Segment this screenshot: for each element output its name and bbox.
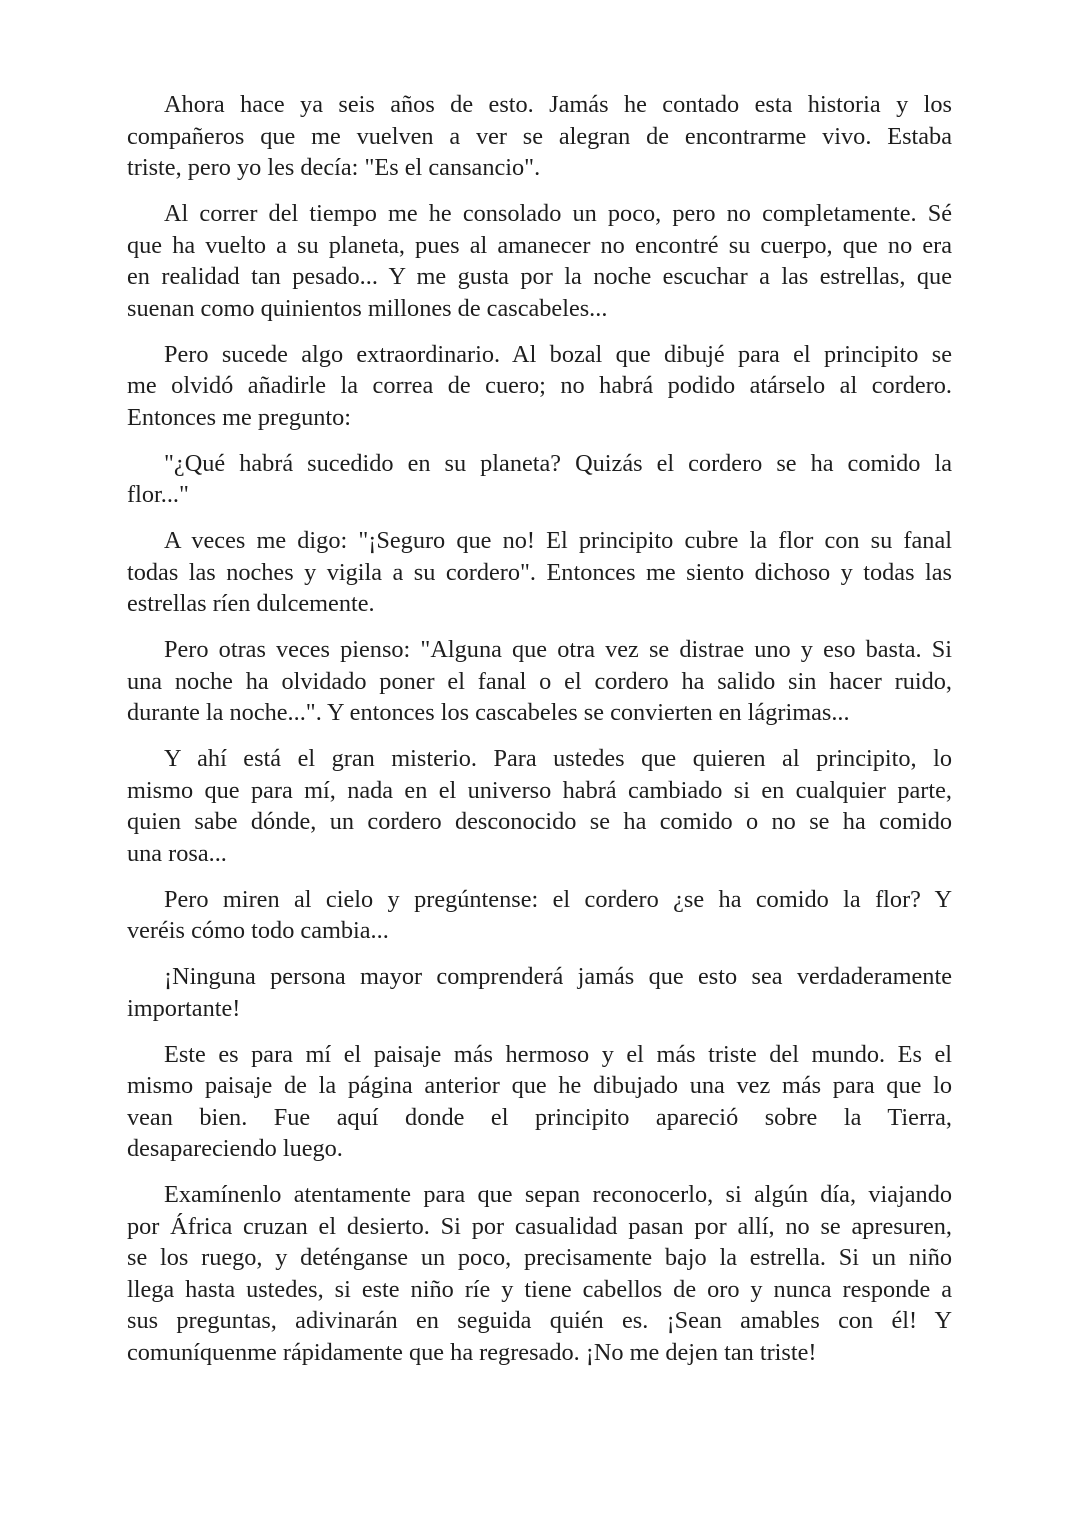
text-line: quien sabe dónde, un cordero desconocido se ha comido o no se ha comido bbox=[127, 808, 952, 835]
text-line: Pero sucede algo extraordinario. Al bozal que dibujé para el principito se bbox=[164, 340, 952, 368]
text-line: por África cruzan el desierto. Si por casualidad pasan por allí, no se apresuren, bbox=[127, 1212, 952, 1240]
text-line: importante! bbox=[127, 994, 241, 1022]
text-line: Y ahí está el gran misterio. Para ustedes que quieren al principito, lo bbox=[164, 745, 952, 772]
text-line: Examínenlo atentamente para que sepan reconocerlo, si algún día, viajando bbox=[164, 1181, 952, 1208]
document-page bbox=[127, 89, 952, 1383]
text-line: vean bien. Fue aquí donde el principito apareció sobre la Tierra, bbox=[127, 1103, 952, 1131]
text-line: flor..." bbox=[127, 481, 189, 508]
text-line: triste, pero yo les decía: "Es el cansancio". bbox=[127, 154, 541, 181]
paragraph bbox=[127, 525, 952, 620]
paragraph bbox=[127, 634, 952, 729]
text-line: Ahora hace ya seis años de esto. Jamás he contado esta historia y los bbox=[164, 91, 952, 118]
paragraph bbox=[127, 448, 952, 511]
text-line: comuníquenme rápidamente que ha regresado. ¡No me dejen tan triste! bbox=[127, 1338, 817, 1366]
text-line: desapareciendo luego. bbox=[127, 1135, 343, 1162]
text-line: una noche ha olvidado poner el fanal o el cordero ha salido sin hacer ruido, bbox=[127, 667, 952, 695]
text-line: compañeros que me vuelven a ver se alegran de encontrarme vivo. Estaba bbox=[127, 122, 952, 150]
text-line: mismo paisaje de la página anterior que he dibujado una vez más para que lo bbox=[127, 1072, 952, 1099]
text-line: "¿Qué habrá sucedido en su planeta? Quizás el cordero se ha comido la bbox=[164, 449, 952, 477]
text-line: Entonces me pregunto: bbox=[127, 403, 352, 431]
text-line: durante la noche...". Y entonces los cascabeles se convierten en lágrimas... bbox=[127, 699, 850, 726]
text-line: Este es para mí el paisaje más hermoso y el más triste del mundo. Es el bbox=[164, 1040, 952, 1068]
text-line: Al correr del tiempo me he consolado un poco, pero no completamente. Sé bbox=[164, 200, 952, 227]
paragraph bbox=[127, 1179, 952, 1368]
text-line: Pero otras veces pienso: "Alguna que otra vez se distrae uno y eso basta. Si bbox=[164, 636, 952, 663]
text-line: en realidad tan pesado... Y me gusta por la noche escuchar a las estrellas, que bbox=[127, 263, 952, 290]
text-line: veréis cómo todo cambia... bbox=[127, 917, 389, 944]
text-line: ¡Ninguna persona mayor comprenderá jamás que esto sea verdaderamente bbox=[164, 963, 952, 990]
text-line: una rosa... bbox=[127, 839, 227, 867]
text-line: se los ruego, y deténganse un poco, precisamente bajo la estrella. Si un niño bbox=[127, 1244, 952, 1271]
paragraph bbox=[127, 339, 952, 434]
paragraph bbox=[127, 89, 952, 184]
text-line: llega hasta ustedes, si este niño ríe y tiene cabellos de oro y nunca responde a bbox=[127, 1275, 952, 1303]
text-line: A veces me digo: "¡Seguro que no! El principito cubre la flor con su fanal bbox=[164, 527, 952, 554]
paragraph bbox=[127, 198, 952, 324]
text-line: mismo que para mí, nada en el universo habrá cambiado si en cualquier parte, bbox=[127, 776, 952, 804]
text-line: que ha vuelto a su planeta, pues al amanecer no encontré su cuerpo, que no era bbox=[127, 231, 952, 259]
text-line: me olvidó añadirle la correa de cuero; no habrá podido atárselo al cordero. bbox=[127, 372, 952, 399]
text-line: todas las noches y vigila a su cordero". Entonces me siento dichoso y todas las bbox=[127, 558, 952, 586]
text-line: Pero miren al cielo y pregúntense: el cordero ¿se ha comido la flor? Y bbox=[164, 885, 952, 913]
text-line: suenan como quinientos millones de cascabeles... bbox=[127, 294, 608, 322]
paragraph bbox=[127, 1039, 952, 1165]
paragraph bbox=[127, 884, 952, 947]
paragraph bbox=[127, 961, 952, 1024]
paragraph bbox=[127, 743, 952, 869]
text-line: estrellas ríen dulcemente. bbox=[127, 590, 375, 617]
text-line: sus preguntas, adivinarán en seguida quién es. ¡Sean amables con él! Y bbox=[127, 1307, 952, 1334]
